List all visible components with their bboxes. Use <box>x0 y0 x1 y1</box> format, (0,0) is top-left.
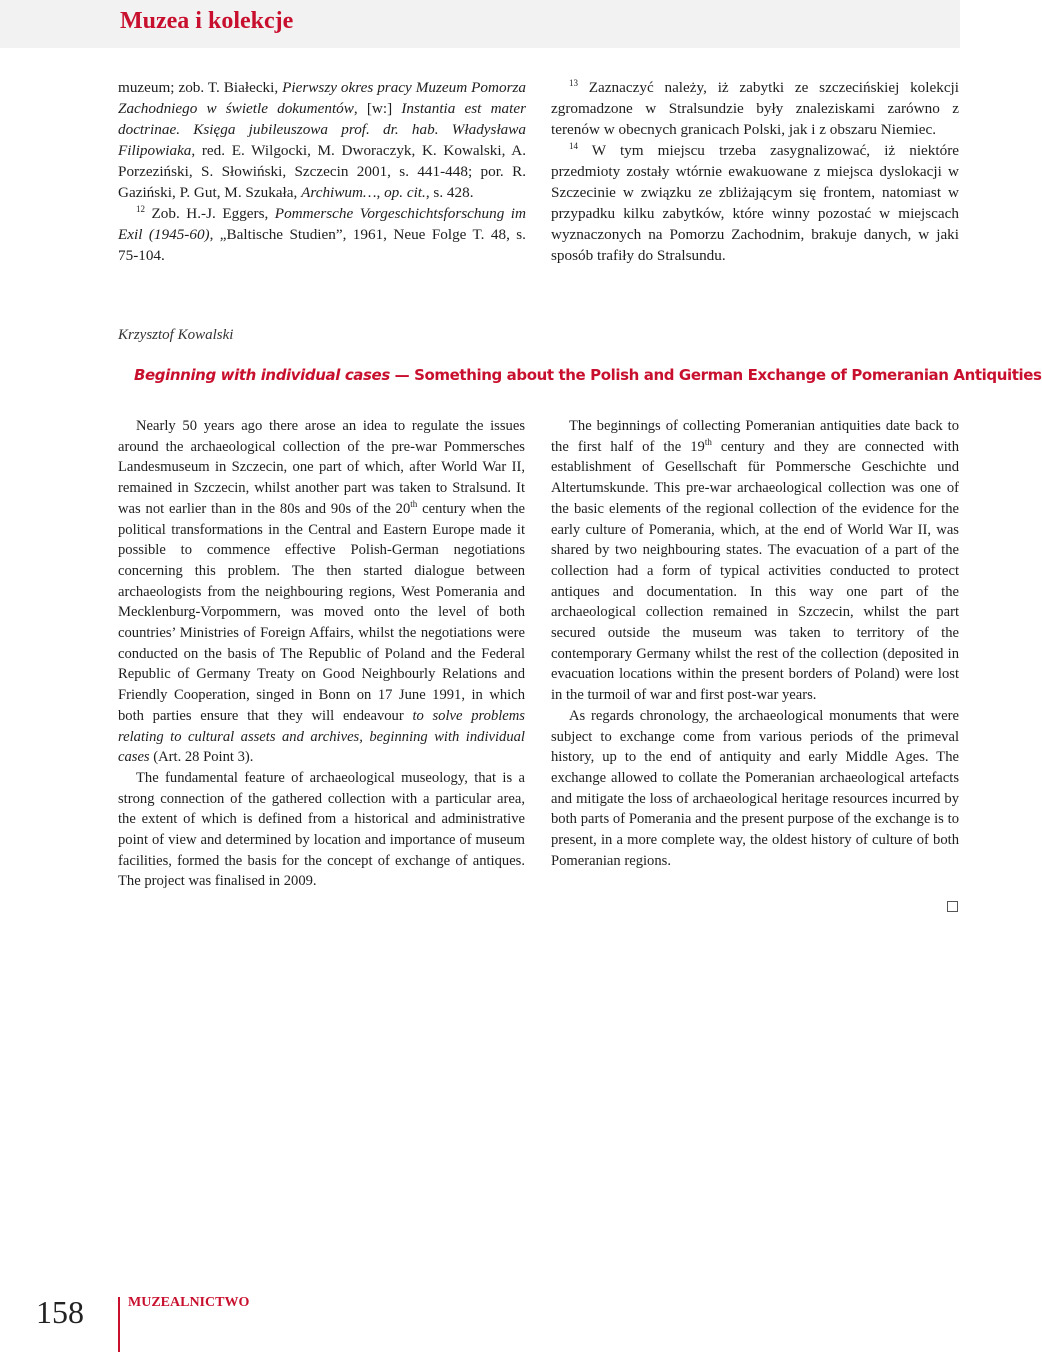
footer-divider <box>118 1297 120 1352</box>
article-author: Krzysztof Kowalski <box>118 327 234 343</box>
body-paragraph: The fundamental feature of archaeological museology, that is a strong connection of the gathered collection with a particular area, the extent of which is defined from a historical and administrative point of view and determined by location and importance of museum facilities, formed the basis for the concept of exchange of antiques. The project was finalised in 2009. <box>118 769 525 890</box>
footnote-13: $^{13}$ Zaznaczyć należy, iż zabytki ze szczecińskiej kolekcji zgromadzone w Stralsundzie były znaleziskami zarówno z terenów w obecnych granicach Polski, jak i z obszaru Niemiec. <box>551 77 959 138</box>
article-title: Beginning with individual cases — Something about the Polish and German Exchange of Pomeranian Antiquities <box>134 366 1042 384</box>
footnotes-right <box>551 77 959 266</box>
section-title: Muzea i kolekcje <box>120 8 294 34</box>
footnote-12: $^{12}$ Zob. H.-J. Eggers, Pommersche Vorgeschichtsforschung im Exil (1945-60), „Baltische Studien”, 1961, Neue Folge T. 48, s. 75-104. <box>118 203 526 264</box>
footnotes-left <box>118 77 526 266</box>
footnote-14: $^{14}$ W tym miejscu trzeba zasygnalizować, iż niektóre przedmioty zostały wtórnie ewakuowane z miejsca dyslokacji w Szczecinie w związku ze zbliżającym się frontem, natomiast w przypadku kilku zabytków, które winny pozostać w miejscach wyznaczonych na Pomorzu Zachodnim, brakuje danych, w jaki sposób trafiły do Stralsundu. <box>551 140 959 264</box>
journal-name: MUZEALNICTWO <box>128 1295 250 1310</box>
header-bar <box>0 0 960 48</box>
body-column-right <box>551 416 959 871</box>
body-paragraph: Nearly 50 years ago there arose an idea to regulate the issues around the archaeological collection of the pre-war Pommersches Landesmuseum in Szczecin, one part of which, after World War II, remained in Szczecin, whilst another part was taken to Stralsund. It was not earlier than in the 80s and 90s of the 20th century when the political transformations in the Central and Eastern Europe made it possible to commence effective Polish-German negotiations concerning this problem. The then started dialogue between archaeologists from the neighbouring regions, West Pomerania and Mecklenburg-Vorpommern, was moved onto the level of both countries’ Ministries of Foreign Affairs, whilst the negotiations were conducted on the basis of The Republic of Poland and the Federal Republic of Germany Treaty on Good Neighbourly Relations and Friendly Cooperation, singed in Bonn on 17 June 1991, in which both parties ensure that they will endeavour to solve problems relating to cultural assets and archives, beginning with individual cases (Art. 28 Point 3). <box>118 418 525 766</box>
page-number: 158 <box>36 1294 84 1330</box>
body-paragraph: The beginnings of collecting Pomeranian antiquities date back to the first half of the 19th century and they are connected with establishment of Gesellschaft für Pommersche Geschichte und Altertumskunde. This pre-war archaeological collection was one of the basic elements of the regional collection of the evidence for the early culture of Pomerania, which, at the end of World War II, was shared by two neighbouring states. The evacuation of a part of the collection had a form of typical activities conducted to protect antiques and documentation. In this way one part of the archaeological collection remained in Szczecin, whilst the part secured outside the museum was taken to territory of the contemporary Germany whilst the rest of the collection (deposited in evacuation locations within the present borders of Poland) were lost in the turmoil of war and first post-war years. <box>551 418 959 704</box>
end-of-article-square-icon <box>947 901 958 912</box>
body-paragraph: As regards chronology, the archaeological monuments that were subject to exchange come from various periods of the primeval history, up to the end of antiquity and early Middle Ages. The exchange allowed to collate the Pomeranian archaeological artefacts and mitigate the loss of archaeological heritage resources incurred by both parts of Pomerania and the present purpose of the exchange is to present, in a more complete way, the oldest history of culture of both Pomeranian regions. <box>551 707 959 869</box>
body-column-left <box>118 416 525 892</box>
footnote-11-continued: muzeum; zob. T. Białecki, Pierwszy okres pracy Muzeum Pomorza Zachodniego w świetle dokumentów, [w:] Instantia est mater doctrinae. Księga jubileuszowa prof. dr. hab. Władysława Filipowiaka, red. E. Wilgocki, M. Dworaczyk, K. Kowalski, A. Porzeziński, S. Słowiński, Szczecin 2001, s. 441-448; por. R. Gaziński, P. Gut, M. Szukała, Archiwum…, op. cit., s. 428. <box>118 79 527 201</box>
